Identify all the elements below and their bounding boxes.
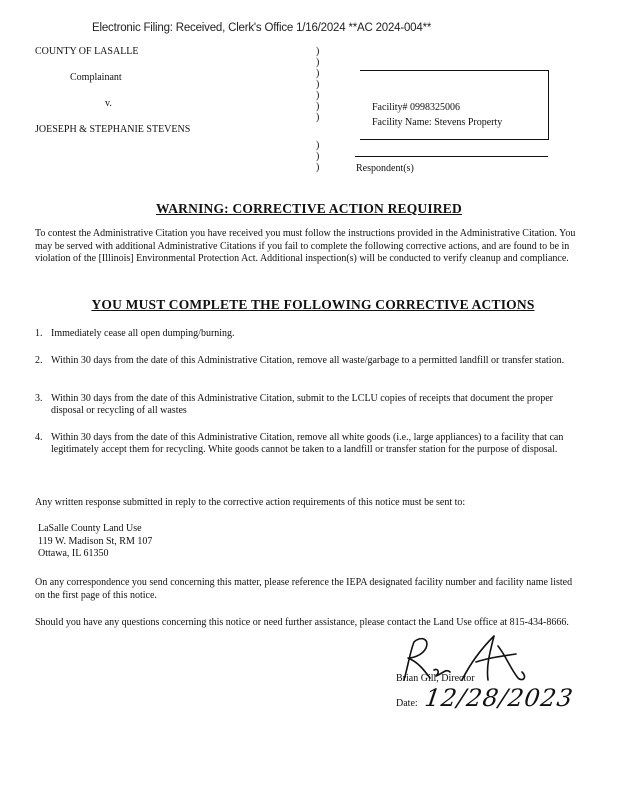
- caption-paren: ): [316, 57, 320, 68]
- response-paragraph: Any written response submitted in reply to the corrective action requirements of this notice must be sent to:: [35, 497, 466, 508]
- action-text: Within 30 days from the date of this Administrative Citation, remove all white goods (i.e., large appliances) to a facility that can legitimately accept them for recycling. White goods cannot be taken to a landfill or transfer station for the purpose of disposal.: [51, 432, 564, 455]
- action-number: 1.: [35, 328, 43, 339]
- warning-title: WARNING: CORRECTIVE ACTION REQUIRED: [156, 201, 462, 216]
- caption-paren: ): [316, 140, 320, 151]
- action-number: 2.: [35, 355, 43, 366]
- reference-paragraph: On any correspondence you send concerning this matter, please reference the IEPA designated facility number and facility name listed on the first page of this notice.: [35, 577, 573, 601]
- address-line: Ottawa, IL 61350: [38, 548, 109, 559]
- versus-label: v.: [105, 98, 112, 109]
- facility-name: Facility Name: Stevens Property: [372, 117, 503, 128]
- complainant-label: Complainant: [70, 72, 122, 83]
- caption-paren: ): [316, 46, 320, 57]
- signer-name: Brian Gill, Director: [396, 673, 475, 684]
- respondent-rule: [355, 156, 548, 157]
- respondent-name: JOESEPH & STEPHANIE STEVENS: [35, 124, 191, 135]
- caption-paren: ): [316, 90, 320, 101]
- respondent-label: Respondent(s): [356, 163, 414, 174]
- caption-paren: ): [316, 151, 320, 162]
- actions-title: YOU MUST COMPLETE THE FOLLOWING CORRECTIVE ACTIONS: [91, 297, 535, 312]
- handwritten-date: 12/28/2023: [423, 684, 576, 712]
- facility-number: Facility# 0998325006: [372, 102, 461, 113]
- action-text: Within 30 days from the date of this Administrative Citation, remove all waste/garbage to a permitted landfill or transfer station.: [51, 355, 565, 366]
- action-number: 4.: [35, 432, 43, 443]
- caption-paren: ): [316, 162, 320, 173]
- complainant-name: COUNTY OF LASALLE: [35, 46, 139, 57]
- action-text: Within 30 days from the date of this Administrative Citation, submit to the LCLU copies of receipts that document the proper disposal or recycling of all wastes: [51, 393, 553, 416]
- action-number: 3.: [35, 393, 43, 404]
- mailing-address: [38, 523, 152, 561]
- caption-paren: ): [316, 112, 320, 123]
- address-line: 119 W. Madison St, RM 107: [38, 535, 153, 547]
- caption-paren: ): [316, 68, 320, 79]
- questions-paragraph: Should you have any questions concerning this notice or need further assistance, please contact the Land Use office at 815-434-8666.: [35, 617, 569, 628]
- caption-paren: ): [316, 101, 320, 112]
- action-text: Immediately cease all open dumping/burning.: [51, 328, 235, 339]
- filing-header: Electronic Filing: Received, Clerk's Office 1/16/2024 **AC 2024-004**: [92, 22, 432, 34]
- address-line: LaSalle County Land Use: [38, 523, 142, 534]
- caption-paren: ): [316, 79, 320, 90]
- intro-paragraph: To contest the Administrative Citation you have received you must follow the instructions provided in the Administrative Citation. You may be served with additional Administrative Citations if you fail to complete the following corrective actions, and are found to be in violation of the [Illinois] Environmental Protection Act. Additional inspection(s) will be conducted to verify cleanup and compliance.: [35, 228, 576, 264]
- date-label: Date:: [396, 698, 418, 709]
